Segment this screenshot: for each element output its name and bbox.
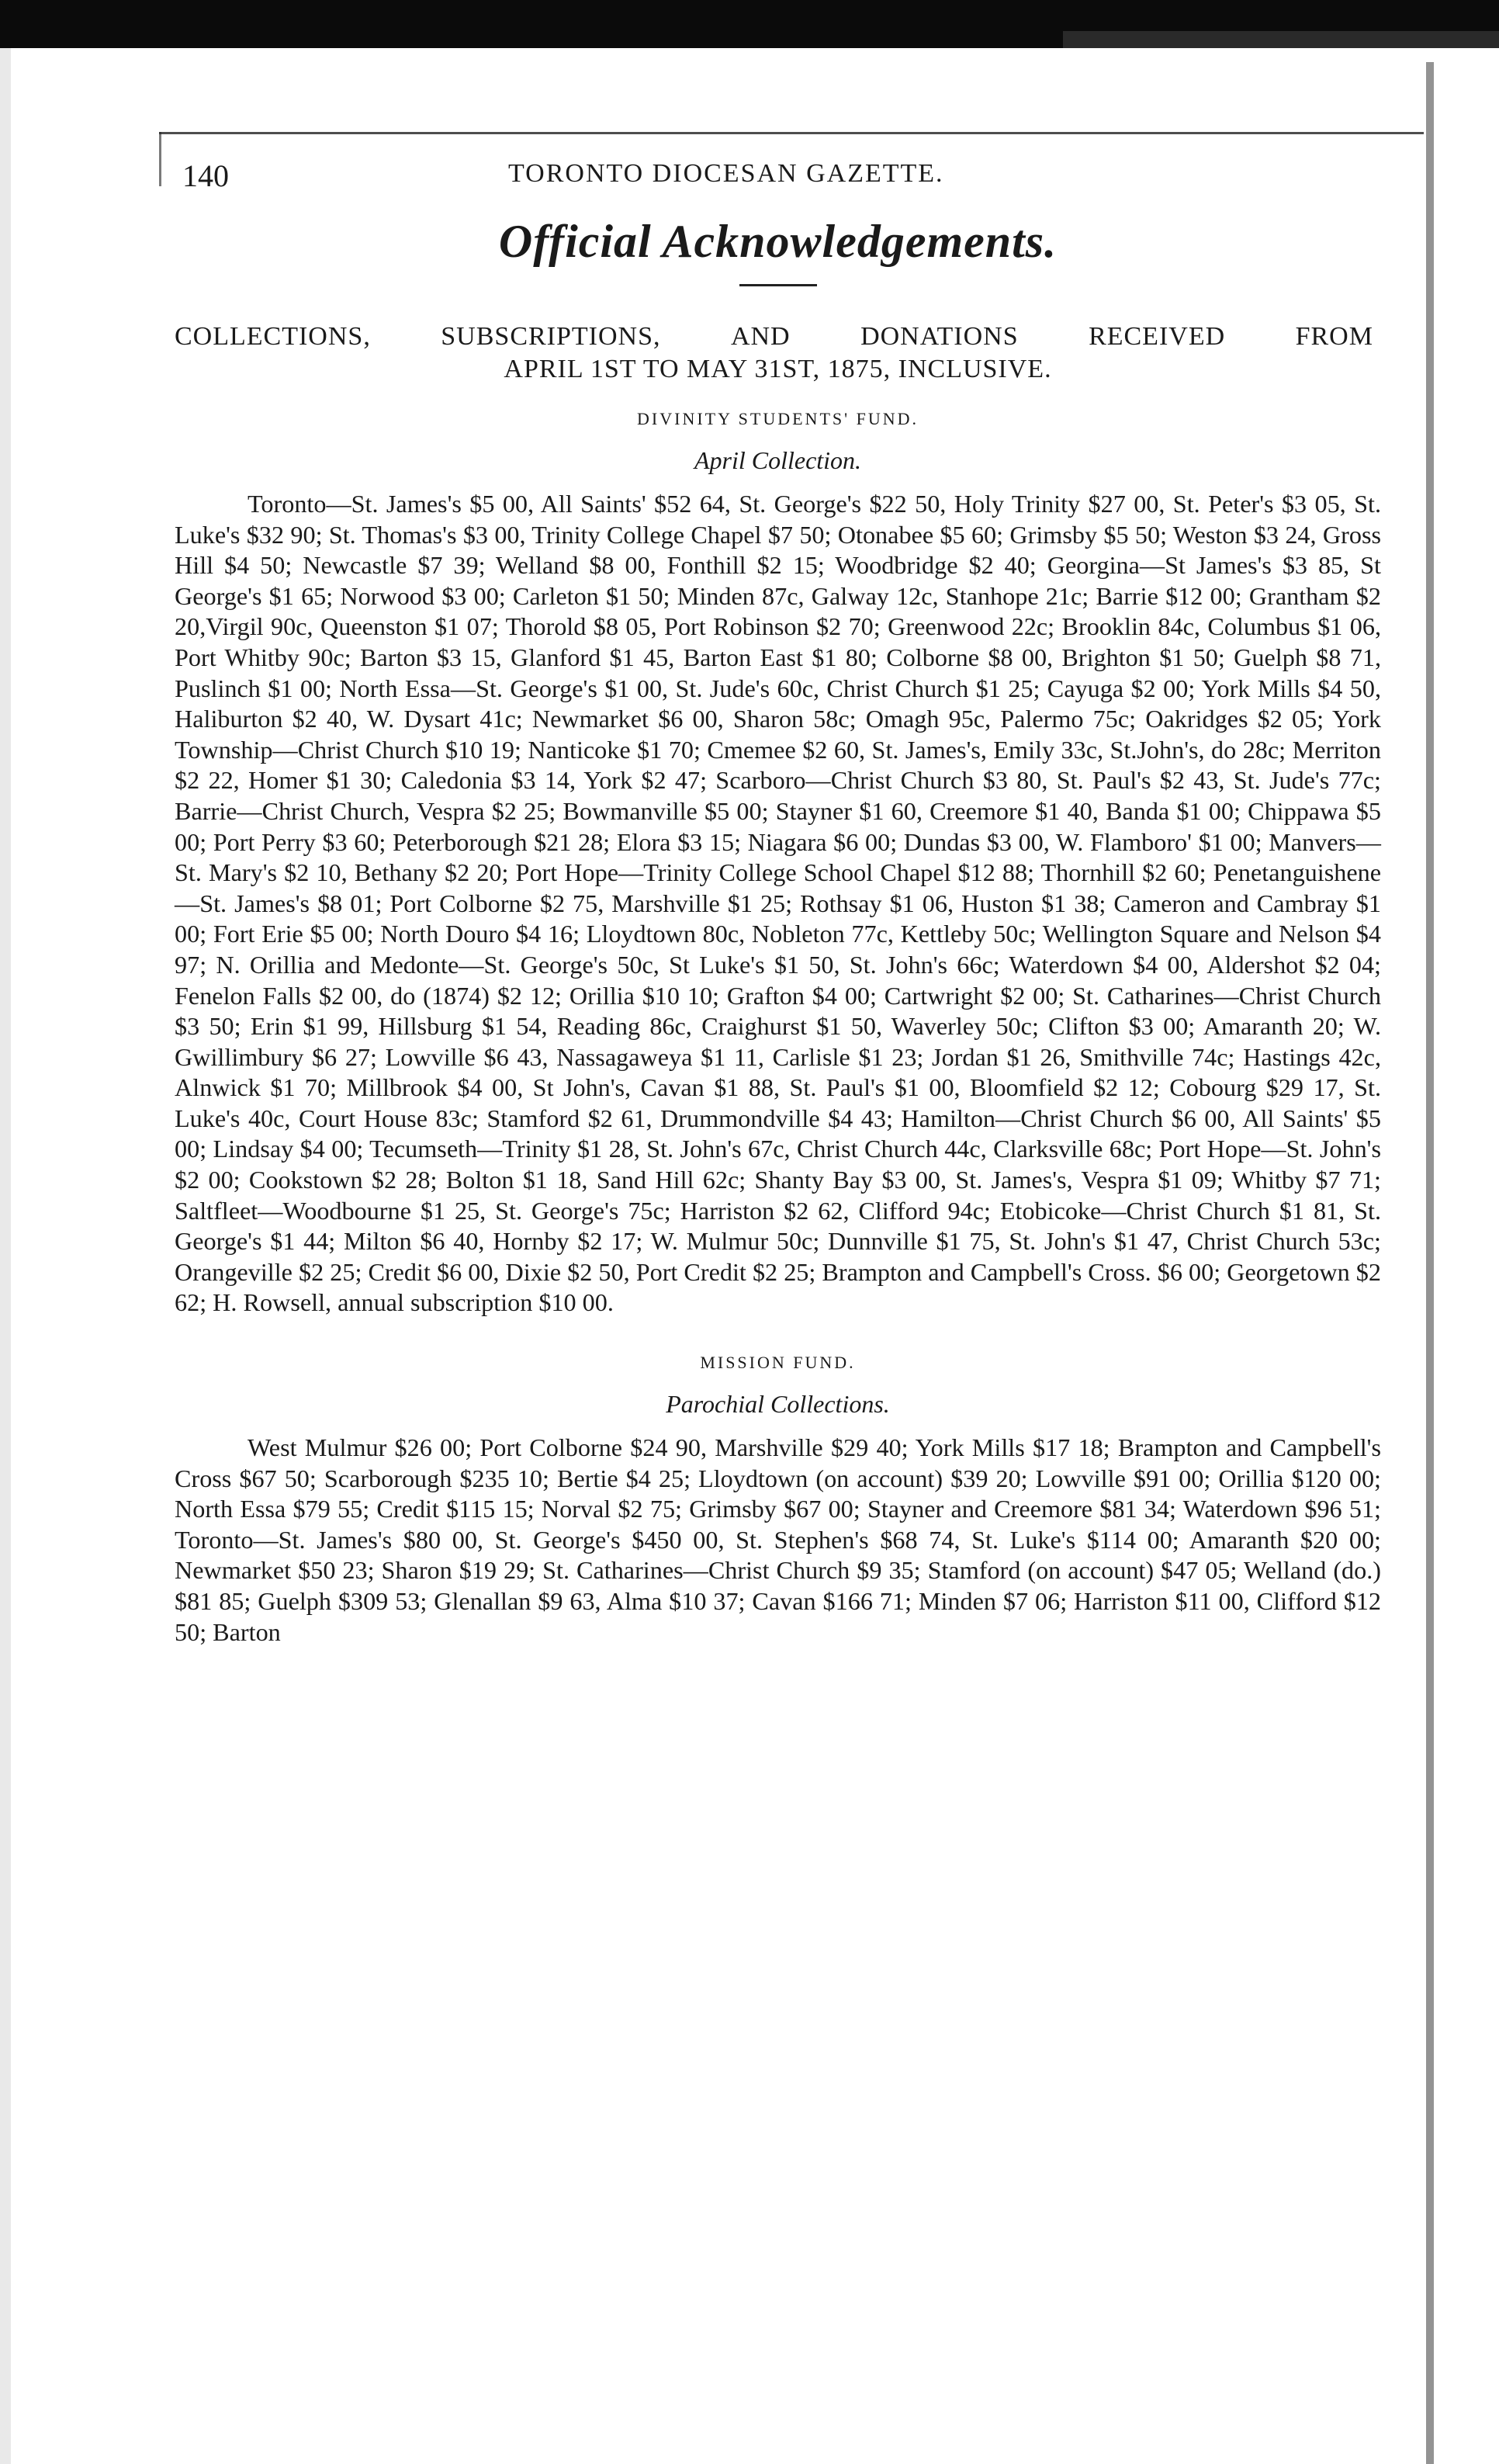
heading-word: DONATIONS bbox=[860, 322, 1019, 351]
mission-fund-title: MISSION FUND. bbox=[700, 1353, 856, 1373]
page-title: Official Acknowledgements. bbox=[498, 216, 1058, 267]
running-head bbox=[175, 151, 1381, 206]
divinity-fund-subheading: April Collection. bbox=[694, 446, 862, 474]
heading-word: RECEIVED bbox=[1089, 322, 1226, 351]
divinity-fund-title: DIVINITY STUDENTS' FUND. bbox=[637, 409, 919, 428]
heading-word: AND bbox=[730, 322, 791, 351]
page-number: 140 bbox=[182, 158, 229, 193]
scan-top-edge-shade bbox=[1063, 31, 1499, 48]
section-heading-line2: APRIL 1ST TO MAY 31ST, 1875, INCLUSIVE. bbox=[504, 355, 1052, 383]
heading-word: COLLECTIONS, bbox=[175, 322, 371, 351]
running-title: TORONTO DIOCESAN GAZETTE. bbox=[508, 159, 944, 188]
divinity-fund-text: Toronto—St. James's $5 00, All Saints' $52 64, St. George's $22 50, Holy Trinity $27 00, St. Peter's $3 05, St. Luke's $32 90; St. Thomas's $3 00, Trinity College Chapel $7 50; Otonabee $5 60; Grimsby $5 50; Weston $3 24, Gross Hill $4 50; Newcastle $7 39; Welland $8 00, Fonthill $2 15; Woodbridge $2 40; Georgina—St James's $3 85, St George's $1 65; Norwood $3 00; Carleton $1 50; Minden 87c, Galway 12c, Stanhope 21c; Barrie $12 00; Grantham $2 20,Virgil 90c, Queenston $1 07; Thorold $8 05, Port Robinson $2 70; Greenwood 22c; Brooklin 84c, Columbus $1 06, Port Whitby 90c; Barton $3 15, Glanford $1 45, Barton East $1 80; Colborne $8 00, Brighton $1 50; Guelph $8 71, Puslinch $1 00; North Essa—St. George's $1 00, St. Jude's 60c, Christ Church $1 25; Cayuga $2 00; York Mills $4 50, Haliburton $2 40, W. Dysart 41c; Newmarket $6 00, Sharon 58c; Omagh 95c, Palermo 75c; Oakridges $2 05; York Township—Christ Church $10 19; Nanticoke $1 70; Cmemee $2 60, St. James's, Emily 33c, St.John's, do 28c; Merriton $2 22, Homer $1 30; Caledonia $3 14, York $2 47; Scarboro—Christ Church $3 80, St. Paul's $2 43, St. Jude's 77c; Barrie—Christ Church, Vespra $2 25; Bowmanville $5 00; Stayner $1 60, Creemore $1 40, Banda $1 00; Chippawa $5 00; Port Perry $3 60; Peterborough $21 28; Elora $3 15; Niagara $6 00; Dundas $3 00, W. Flamboro' $1 00; Manvers—St. Mary's $2 10, Bethany $2 20; Port Hope—Trinity College School Chapel $12 88; Thornhill $2 60; Penetanguishene—St. James's $8 01; Port Colborne $2 75, Marshville $1 25; Rothsay $1 06, Huston $1 38; Cameron and Cambray $1 00; Fort Erie $5 00; North Douro $4 16; Lloydtown 80c, Nobleton 77c, Kettleby 50c; Wellington Square and Nelson $4 97; N. Orillia and Medonte—St. George's 50c, St Luke's $1 50, St. John's 66c; Waterdown $4 00, Aldershot $2 04; Fenelon Falls $2 00, do (1874) $2 12; Orillia $10 10; Grafton $4 00; Cartwright $2 00; St. Catharines—Christ Church $3 50; Erin $1 99, Hillsburg $1 54, Reading 86c, Craighurst $1 50, Waverley 50c; Clifton $3 00; Amaranth 20; W. Gwillimbury $6 27; Lowville $6 43, Nassagaweya $1 11, Carlisle $1 23; Jordan $1 26, Smithville 74c; Hastings 42c, Alnwick $1 70; Millbrook $4 00, St John's, Cavan $1 88, St. Paul's $1 00, Bloomfield $2 12; Cobourg $29 17, St. Luke's 40c, Court House 83c; Stamford $2 61, Drummondville $4 43; Hamilton—Christ Church $6 00, All Saints' $5 00; Lindsay $4 00; Tecumseth—Trinity $1 28, St. John's 67c, Christ Church 44c, Clarksville 68c; Port Hope—St. John's $2 00; Cookstown $2 28; Bolton $1 18, Sand Hill 62c; Shanty Bay $3 00, St. James's, Vespra $1 09; Whitby $7 71; Saltfleet—Woodbourne $1 25, St. George's 75c; Harriston $2 62, Clifford 94c; Etobicoke—Christ Church $1 81, St. George's $1 44; Milton $6 40, Hornby $2 17; W. Mulmur 50c; Dunnville $1 75, St. John's $1 47, Christ Church 53c; Orangeville $2 25; Credit $6 00, Dixie $2 50, Port Credit $2 25; Brampton and Campbell's Cross. $6 00; Georgetown $2 62; H. Rowsell, annual subscription $10 00. bbox=[175, 490, 1381, 1317]
section-heading-line1 bbox=[175, 322, 1373, 352]
mission-fund-text: West Mulmur $26 00; Port Colborne $24 90, Marshville $29 40; York Mills $17 18; Brampton and Campbell's Cross $67 50; Scarborough $235 10; Bertie $4 25; Lloydtown (on account) $39 20; Lowville $91 00; Orillia $120 00; North Essa $79 55; Credit $115 15; Norval $2 75; Grimsby $67 00; Stayner and Creemore $81 34; Waterdown $96 51; Toronto—St. James's $80 00, St. George's $450 00, St. Stephen's $68 74, St. Luke's $114 00; Amaranth $20 00; Newmarket $50 23; Sharon $19 29; St. Catharines—Christ Church $9 35; Stamford (on account) $47 05; Welland (do.) $81 85; Guelph $309 53; Glenallan $9 63, Alma $10 37; Cavan $166 71; Minden $7 06; Harriston $11 00, Clifford $12 50; Barton bbox=[175, 1433, 1381, 1646]
scan-left-margin bbox=[0, 48, 11, 2464]
page-frame-line bbox=[159, 132, 1424, 134]
scan-right-edge bbox=[1426, 62, 1434, 2464]
gazette-page bbox=[175, 151, 1381, 1648]
heading-word: FROM bbox=[1295, 322, 1373, 351]
title-rule bbox=[739, 284, 817, 286]
heading-word: SUBSCRIPTIONS, bbox=[441, 322, 661, 351]
page-frame-corner bbox=[159, 132, 161, 186]
mission-fund-subheading: Parochial Collections. bbox=[666, 1390, 890, 1419]
